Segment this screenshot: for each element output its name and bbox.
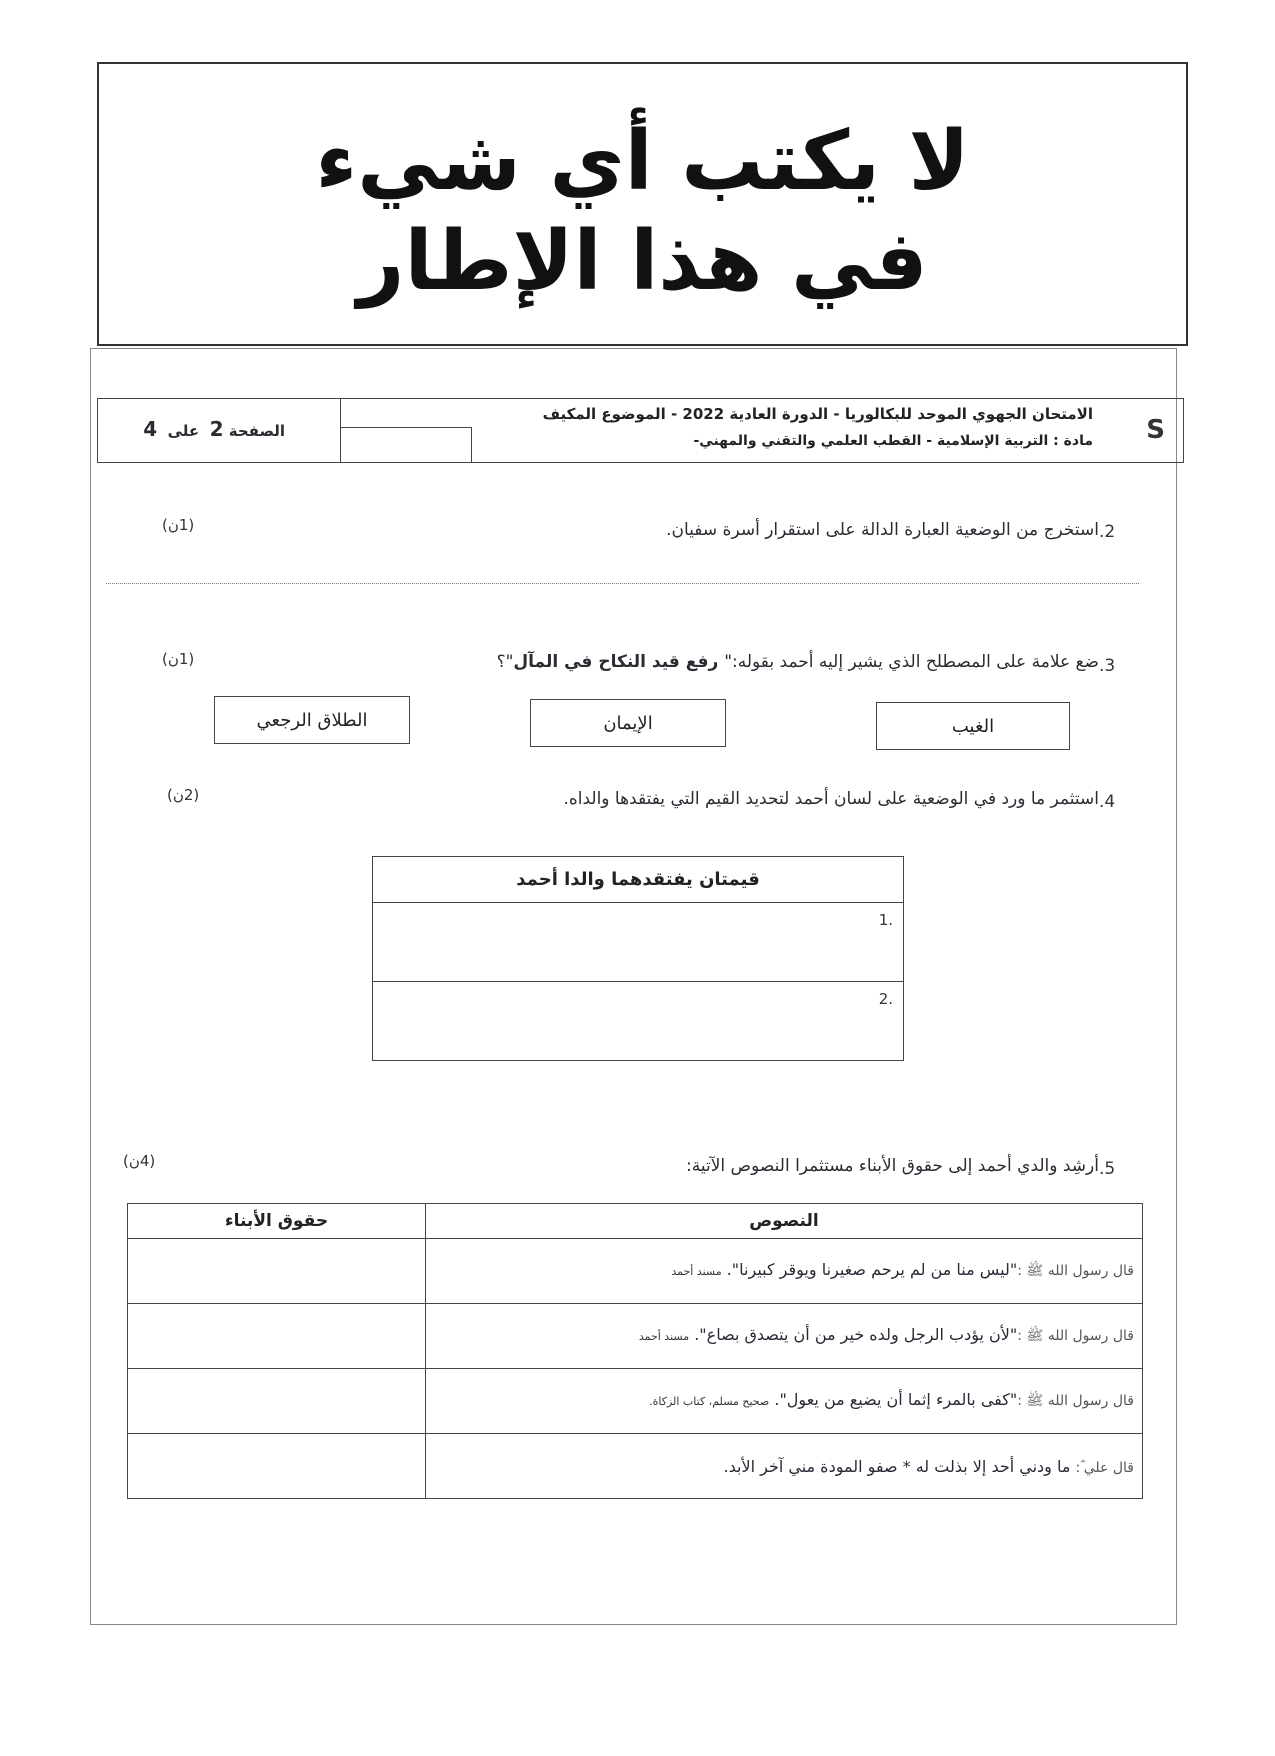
- q4-points: (2ن): [167, 786, 200, 804]
- q3-text-suffix: "؟: [496, 652, 514, 672]
- q5-points: (4ن): [123, 1152, 156, 1170]
- text-attribution: قال رسول الله ﷺ :: [1017, 1393, 1134, 1409]
- values-row-1[interactable]: 1.: [373, 903, 904, 982]
- q5-number: .5: [1099, 1159, 1116, 1179]
- page-indicator: [143, 417, 285, 441]
- q3-text: [497, 652, 1099, 672]
- text-cell: [426, 1304, 1143, 1369]
- option-box-ghayb[interactable]: الغيب: [876, 702, 1070, 750]
- rights-answer-cell[interactable]: [128, 1239, 426, 1304]
- values-row-2[interactable]: 2.: [373, 982, 904, 1061]
- text-quote: "لأن يؤدب الرجل ولده خير من أن يتصدق بصاع".: [694, 1325, 1018, 1344]
- do-not-write-frame: [97, 62, 1188, 346]
- code-box: [341, 427, 472, 463]
- table-row: [128, 1369, 1143, 1434]
- table-row: [128, 1304, 1143, 1369]
- text-cell: [426, 1434, 1143, 1499]
- text-source: صحيح مسلم، كتاب الزكاة.: [649, 1395, 770, 1408]
- q2-number: .2: [1099, 522, 1116, 542]
- text-source: مسند أحمد: [638, 1330, 690, 1343]
- text-cell: [426, 1369, 1143, 1434]
- texts-table: [127, 1203, 1143, 1499]
- frame-title-line1: لا يكتب أي شيء: [315, 114, 970, 209]
- text-quote: "كفى بالمرء إثما أن يضيع من يعول".: [774, 1390, 1018, 1409]
- exam-header: [97, 398, 1184, 463]
- q3-points: (1ن): [162, 650, 195, 668]
- values-table-header: قيمتان يفتقدهما والدا أحمد: [373, 857, 904, 903]
- exam-subject: مادة : التربية الإسلامية - القطب العلمي والتقني والمهني-: [693, 433, 1093, 449]
- page-of: على: [167, 422, 200, 440]
- q4-number: .4: [1099, 792, 1116, 812]
- text-cell: [426, 1239, 1143, 1304]
- frame-title-line2: في هذا الإطار: [357, 214, 928, 309]
- table-row: [128, 1239, 1143, 1304]
- q3-text-prefix: ضع علامة على المصطلح الذي يشير إليه أحمد بقوله:": [724, 652, 1099, 672]
- page-label: الصفحة: [228, 422, 285, 440]
- col-texts-header: النصوص: [426, 1204, 1143, 1239]
- text-source: مسند أحمد: [671, 1265, 722, 1278]
- option-box-talaq[interactable]: الطلاق الرجعي: [214, 696, 410, 744]
- q2-points: (1ن): [162, 516, 195, 534]
- col-rights-header: حقوق الأبناء: [128, 1204, 426, 1239]
- text-quote: "ليس منا من لم يرحم صغيرنا ويوقر كبيرنا".: [726, 1260, 1018, 1279]
- q3-text-bold: رفع قيد النكاح في المآل: [513, 652, 725, 672]
- answer-line[interactable]: [106, 583, 1139, 584]
- text-attribution: قال رسول الله ﷺ :: [1017, 1263, 1134, 1279]
- rights-answer-cell[interactable]: [128, 1369, 426, 1434]
- option-box-iman[interactable]: الإيمان: [530, 699, 726, 747]
- text-attribution: قال رسول الله ﷺ :: [1017, 1328, 1134, 1344]
- q3-number: .3: [1099, 656, 1116, 676]
- page-number: 2: [209, 417, 224, 441]
- text-attribution: قال علي ؓ:: [1075, 1459, 1134, 1476]
- q5-text: أرشِد والدي أحمد إلى حقوق الأبناء مستثمرا النصوص الآتية:: [686, 1156, 1099, 1176]
- exam-title: الامتحان الجهوي الموحد للبكالوريا - الدورة العادية 2022 - الموضوع المكيف: [542, 405, 1093, 423]
- q4-text: استثمر ما ورد في الوضعية على لسان أحمد لتحديد القيم التي يفتقدها والداه.: [563, 789, 1099, 809]
- rights-answer-cell[interactable]: [128, 1304, 426, 1369]
- header-mark: S: [1146, 415, 1165, 445]
- text-quote: ما ودني أحد إلا بذلت له * صفو المودة مني آخر الأبد.: [723, 1456, 1071, 1476]
- rights-answer-cell[interactable]: [128, 1434, 426, 1499]
- values-table: [372, 856, 904, 1061]
- page-number-cell: [98, 399, 341, 462]
- q2-text: استخرج من الوضعية العبارة الدالة على استقرار أسرة سفيان.: [666, 520, 1099, 540]
- table-row: [128, 1434, 1143, 1499]
- page-total: 4: [143, 417, 158, 441]
